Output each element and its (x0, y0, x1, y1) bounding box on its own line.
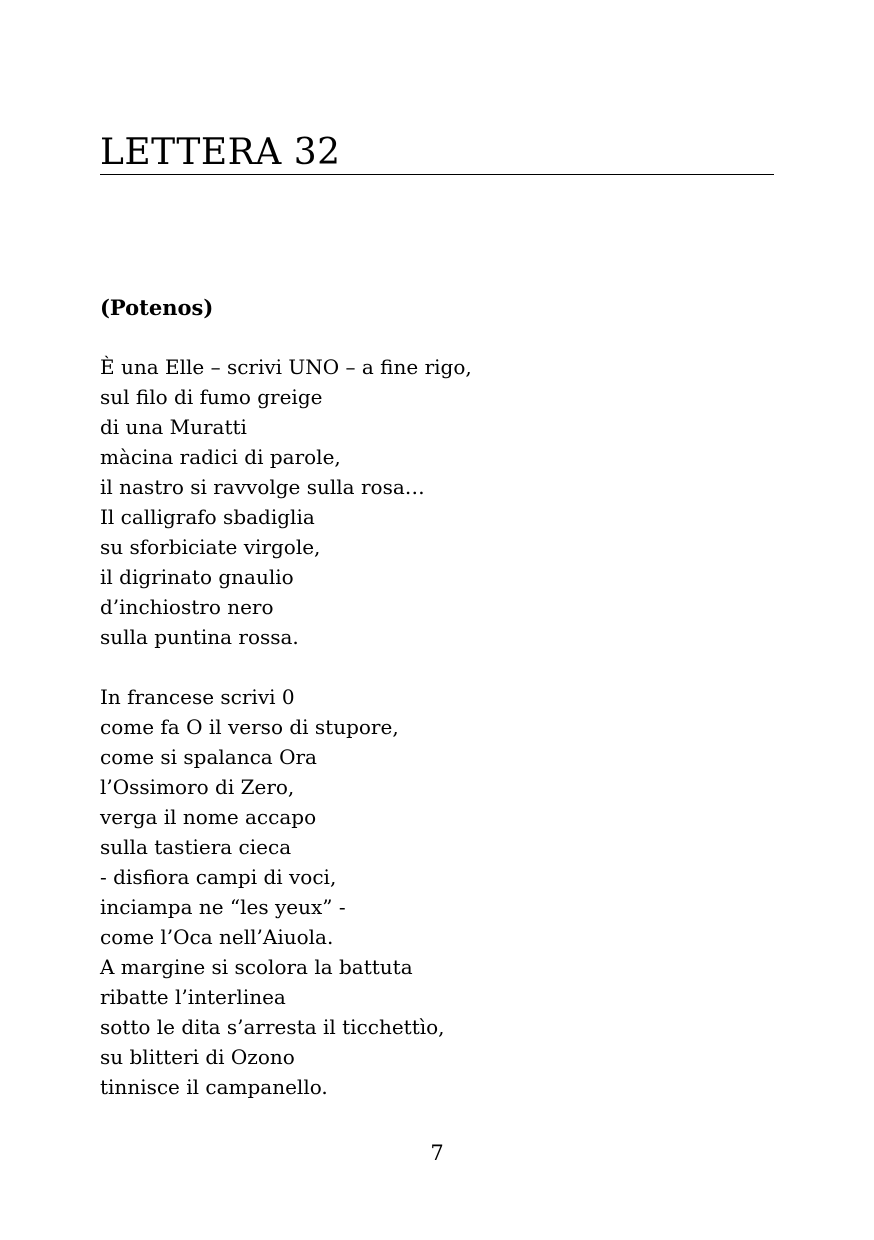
verse-line: come l’Oca nell’Aiuola. (100, 925, 334, 949)
verse-line: su sforbiciate virgole, (100, 535, 321, 559)
verse-line: sulla puntina rossa. (100, 625, 299, 649)
verse-line: inciampa ne “les yeux” - (100, 895, 346, 919)
page-title: LETTERA 32 (100, 132, 341, 173)
page-number: 7 (430, 1141, 444, 1165)
verse-line: sul filo di fumo greige (100, 385, 323, 409)
verse-line: l’Ossimoro di Zero, (100, 775, 295, 799)
verse-line: il digrinato gnaulio (100, 565, 294, 589)
verse-line: A margine si scolora la battuta (100, 955, 413, 979)
verse-line: ribatte l’interlinea (100, 985, 286, 1009)
verse-line: come fa O il verso di stupore, (100, 715, 399, 739)
verse-line: d’inchiostro nero (100, 595, 274, 619)
verse-line: come si spalanca Ora (100, 745, 317, 769)
verse-line: màcina radici di parole, (100, 445, 341, 469)
verse-line: verga il nome accapo (100, 805, 317, 829)
verse-line: È una Elle – scrivi UNO – a fine rigo, (100, 355, 472, 379)
verse-line: su blitteri di Ozono (100, 1045, 295, 1069)
poem-subtitle: (Potenos) (100, 295, 214, 320)
page-heading (100, 133, 774, 175)
verse-line: sotto le dita s’arresta il ticchettìo, (100, 1015, 445, 1039)
verse-line: Il calligrafo sbadiglia (100, 505, 315, 529)
verse-line: sulla tastiera cieca (100, 835, 292, 859)
verse-line: tinnisce il campanello. (100, 1075, 328, 1099)
verse-line: In francese scrivi 0 (100, 685, 295, 709)
verse-line: di una Muratti (100, 415, 247, 439)
stanza-1 (100, 352, 472, 652)
verse-line: - disfiora campi di voci, (100, 865, 337, 889)
stanza-2 (100, 682, 445, 1102)
verse-line: il nastro si ravvolge sulla rosa… (100, 475, 425, 499)
